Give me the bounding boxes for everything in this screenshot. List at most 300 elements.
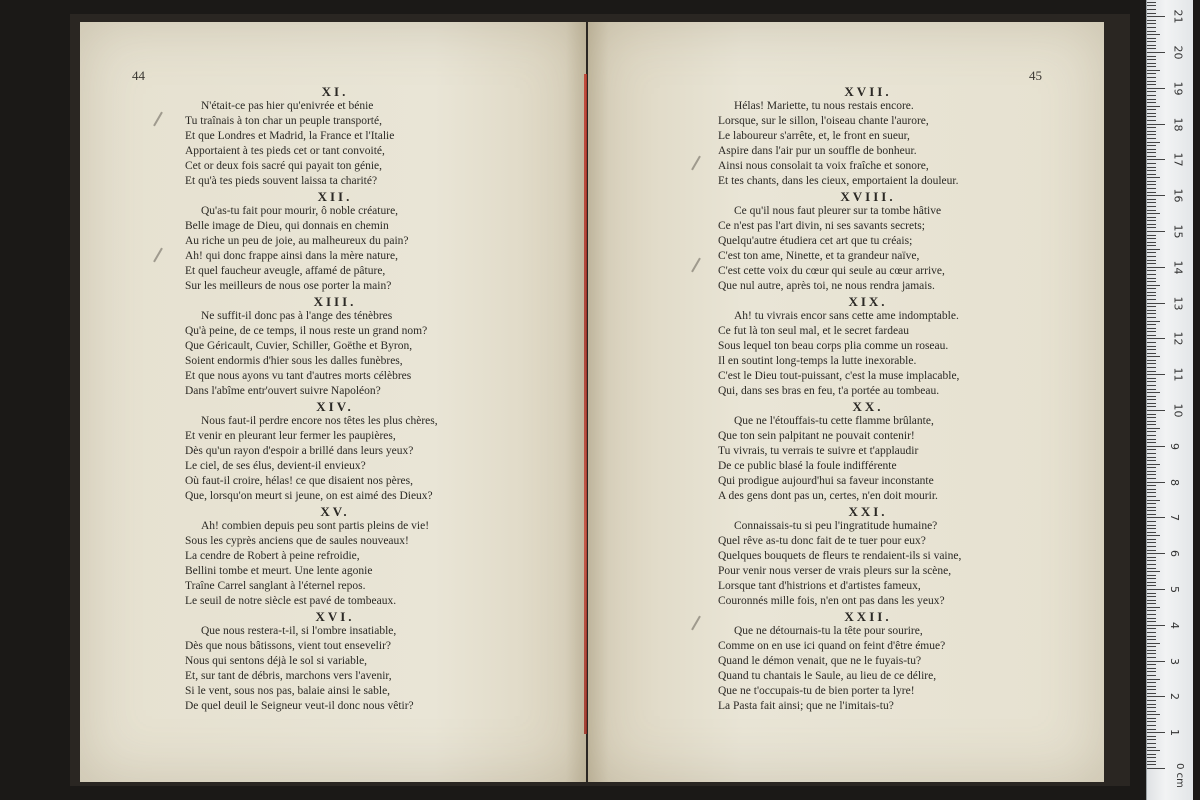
verse-line: Ce n'est pas l'art divin, ni ses savants secrets; <box>718 220 925 232</box>
verse-line: Hélas! Mariette, tu nous restais encore. <box>734 100 914 112</box>
ruler-tick <box>1147 285 1160 286</box>
ruler-tick <box>1147 546 1156 547</box>
ruler-tick <box>1147 217 1156 218</box>
ruler-tick <box>1147 510 1156 511</box>
ruler-tick <box>1147 249 1160 250</box>
ruler-number: 11 <box>1171 367 1185 382</box>
stanza-numeral: XI. <box>321 84 349 99</box>
ruler-tick <box>1147 206 1156 207</box>
ruler-tick <box>1147 657 1156 658</box>
ruler-tick <box>1147 113 1156 114</box>
ruler-tick <box>1147 585 1156 586</box>
verse-line: La Pasta fait ainsi; que ne l'imitais-tu? <box>718 700 894 712</box>
pencil-mark <box>153 248 163 263</box>
ruler-number: 8 <box>1168 478 1181 486</box>
verse-line: Qui prodigue aujourd'hui sa faveur inconstante <box>718 475 934 487</box>
ruler-tick <box>1147 23 1156 24</box>
ruler-number: 6 <box>1168 550 1181 558</box>
ruler-number: 5 <box>1168 586 1181 593</box>
verse-line: Et, sur tant de débris, marchons vers l'avenir, <box>185 670 392 682</box>
ruler-tick <box>1147 41 1156 42</box>
verse-line: Ce qu'il nous faut pleurer sur ta tombe hâtive <box>734 205 942 217</box>
ruler-tick <box>1147 324 1156 325</box>
ruler-tick <box>1147 503 1156 504</box>
ruler-tick <box>1147 231 1165 232</box>
ruler-number: 15 <box>1171 224 1185 239</box>
ruler-tick <box>1147 636 1156 637</box>
ruler-tick <box>1147 385 1156 386</box>
ruler-tick <box>1147 13 1156 14</box>
ruler-tick <box>1147 177 1160 178</box>
verse-line: Qui, dans ses bras en feu, t'a portée au tombeau. <box>718 385 940 397</box>
ruler-number: 4 <box>1168 621 1181 629</box>
ruler-tick <box>1147 152 1156 153</box>
ruler-tick <box>1147 610 1156 611</box>
ruler-tick <box>1147 34 1160 35</box>
ruler-tick <box>1147 274 1156 275</box>
ruler-tick <box>1147 263 1156 264</box>
ruler-tick <box>1147 757 1156 758</box>
ruler-tick <box>1147 560 1156 561</box>
verse-line: Et tes chants, dans les cieux, emportaient la douleur. <box>718 175 959 187</box>
ruler-tick <box>1147 38 1156 39</box>
ruler-tick <box>1147 295 1156 296</box>
ruler-tick <box>1147 496 1156 497</box>
ruler-tick <box>1147 439 1156 440</box>
ruler-tick <box>1147 360 1156 361</box>
stanza-numeral: XII. <box>317 189 353 204</box>
ruler-tick <box>1147 95 1156 96</box>
ruler-tick <box>1147 52 1165 53</box>
ruler-tick <box>1147 614 1156 615</box>
verse-line: De ce public blasé la foule indifférente <box>718 460 897 472</box>
ruler-tick <box>1147 102 1156 103</box>
verse-line: Et que Londres et Madrid, la France et l'Italie <box>185 130 395 142</box>
verse-line: Soient endormis d'hier sous les dalles funèbres, <box>185 355 403 367</box>
ruler-tick <box>1147 192 1156 193</box>
stanza-numeral: XXI. <box>848 504 888 519</box>
ruler-tick <box>1147 686 1156 687</box>
ruler-tick <box>1147 482 1165 483</box>
verse-line: Ah! qui donc frappe ainsi dans la mère nature, <box>185 250 398 262</box>
ruler-tick <box>1147 88 1165 89</box>
ruler-tick <box>1147 70 1160 71</box>
verse-line: Quel rêve as-tu donc fait de te tuer pour eux? <box>718 535 926 547</box>
ruler-tick <box>1147 593 1156 594</box>
ruler-tick <box>1147 99 1156 100</box>
verse-line: Couronnés mille fois, n'en ont pas dans les yeux? <box>718 595 945 607</box>
ruler-tick <box>1147 220 1156 221</box>
ruler-tick <box>1147 181 1156 182</box>
verse-line: Ah! combien depuis peu sont partis pleins de vie! <box>201 520 430 532</box>
ruler-tick <box>1147 167 1156 168</box>
red-binding-thread <box>584 74 587 734</box>
right-page <box>588 22 1104 782</box>
ruler-tick <box>1147 31 1156 32</box>
ruler-number: 18 <box>1171 117 1185 132</box>
verse-line: Ce fut là ton seul mal, et le secret fardeau <box>718 325 909 337</box>
ruler-tick <box>1147 227 1156 228</box>
ruler-tick <box>1147 414 1156 415</box>
ruler-tick <box>1147 696 1165 697</box>
ruler-tick <box>1147 131 1156 132</box>
ruler-tick <box>1147 199 1156 200</box>
right-poem-column <box>718 84 1018 714</box>
verse-line: Que nous restera-t-il, si l'ombre insatiable, <box>201 625 397 637</box>
ruler-tick <box>1147 478 1156 479</box>
page-number-left: 44 <box>132 68 145 83</box>
ruler-tick <box>1147 213 1160 214</box>
ruler-tick <box>1147 145 1156 146</box>
ruler-tick <box>1147 582 1156 583</box>
ruler-tick <box>1147 5 1156 6</box>
verse-line: Sous les cyprès anciens que de saules nouveaux! <box>185 535 409 547</box>
ruler-number: 17 <box>1171 152 1185 167</box>
ruler-tick <box>1147 138 1156 139</box>
verse-line: Cet or deux fois sacré qui payait ton génie, <box>185 160 383 172</box>
verse-line: Comme on en use ici quand on feint d'être émue? <box>718 640 946 652</box>
ruler-tick <box>1147 256 1156 257</box>
ruler-tick <box>1147 725 1156 726</box>
ruler-tick <box>1147 406 1156 407</box>
verse-line: Qu'as-tu fait pour mourir, ô noble créature, <box>201 205 399 217</box>
verse-line: Le laboureur s'arrête, et, le front en sueur, <box>718 130 910 142</box>
ruler-tick <box>1147 646 1156 647</box>
ruler-tick <box>1147 539 1156 540</box>
ruler-tick <box>1147 235 1156 236</box>
verse-line: Nous qui sentons déjà le sol si variable, <box>185 655 368 667</box>
stanza-numeral: XIX. <box>848 294 888 309</box>
ruler-number: 10 <box>1171 403 1185 418</box>
ruler-tick <box>1147 77 1156 78</box>
ruler-number: 9 <box>1168 442 1181 450</box>
ruler-tick <box>1147 700 1156 701</box>
ruler-tick <box>1147 242 1156 243</box>
verse-line: Quand tu chantais le Saule, au lieu de ce délire, <box>718 670 937 682</box>
ruler-tick <box>1147 245 1156 246</box>
ruler-tick <box>1147 517 1165 518</box>
ruler-tick <box>1147 632 1156 633</box>
ruler-tick <box>1147 578 1156 579</box>
verse-line: C'est ton ame, Ninette, et ta grandeur naïve, <box>718 250 920 262</box>
verse-line: Ainsi nous consolait ta voix fraîche et sonore, <box>718 160 929 172</box>
ruler-tick <box>1147 202 1156 203</box>
verse-line: Que ne détournais-tu la tête pour sourire, <box>734 625 923 637</box>
ruler-tick <box>1147 124 1165 125</box>
ruler-tick <box>1147 306 1156 307</box>
ruler-tick <box>1147 575 1156 576</box>
ruler-tick <box>1147 63 1156 64</box>
ruler-tick <box>1147 210 1156 211</box>
ruler-tick <box>1147 568 1156 569</box>
ruler-tick <box>1147 564 1156 565</box>
ruler-tick <box>1147 550 1156 551</box>
ruler-tick <box>1147 704 1156 705</box>
ruler-tick <box>1147 59 1156 60</box>
ruler-unit-label: 0 cm <box>1173 763 1185 788</box>
ruler-tick <box>1147 671 1156 672</box>
ruler-tick <box>1147 292 1156 293</box>
verse-line: Que nul autre, après toi, ne nous rendra jamais. <box>718 280 935 292</box>
ruler-tick <box>1147 442 1156 443</box>
stanza-numeral: XIV. <box>316 399 354 414</box>
ruler-tick <box>1147 81 1156 82</box>
ruler-tick <box>1147 389 1156 390</box>
verse-line: Et quel faucheur aveugle, affamé de pâture, <box>185 265 386 277</box>
stanza-numeral: XIII. <box>313 294 357 309</box>
ruler-tick <box>1147 310 1156 311</box>
verse-line: Ah! tu vivrais encor sans cette ame indomptable. <box>734 310 959 322</box>
ruler-tick <box>1147 607 1160 608</box>
verse-line: Bellini tombe et meurt. Une lente agonie <box>185 565 373 577</box>
stanza-numeral: XVIII. <box>840 189 896 204</box>
ruler-tick <box>1147 557 1156 558</box>
verse-line: Apportaient à tes pieds cet or tant convoité, <box>185 145 385 157</box>
verse-line: Dès que nous bâtissons, vient tout ensevelir? <box>185 640 392 652</box>
ruler-tick <box>1147 653 1156 654</box>
ruler-tick <box>1147 349 1156 350</box>
verse-line: Il en soutint long-temps la lutte inexorable. <box>718 355 917 367</box>
ruler-tick <box>1147 596 1156 597</box>
verse-line: Pour venir nous verser de vrais pleurs sur la scène, <box>718 565 952 577</box>
ruler-tick <box>1147 20 1156 21</box>
ruler-tick <box>1147 410 1165 411</box>
ruler-tick <box>1147 668 1156 669</box>
left-poem-column <box>185 84 485 714</box>
ruler-tick <box>1147 675 1156 676</box>
verse-line: Et que nous ayons vu tant d'autres morts célèbres <box>185 370 412 382</box>
ruler-tick <box>1147 403 1156 404</box>
ruler-number: 3 <box>1168 657 1181 665</box>
ruler-tick <box>1147 281 1156 282</box>
ruler-tick <box>1147 313 1156 314</box>
ruler-tick <box>1147 707 1156 708</box>
ruler-tick <box>1147 471 1156 472</box>
ruler-tick <box>1147 603 1156 604</box>
ruler-tick <box>1147 460 1156 461</box>
ruler-tick <box>1147 149 1156 150</box>
ruler-number: 19 <box>1171 81 1185 96</box>
ruler-tick <box>1147 299 1156 300</box>
ruler-tick <box>1147 363 1156 364</box>
ruler-tick <box>1147 625 1165 626</box>
ruler-tick <box>1147 224 1156 225</box>
ruler-tick <box>1147 600 1156 601</box>
stanza-numeral: XV. <box>320 504 350 519</box>
verse-line: Dans l'abîme entr'ouvert suivre Napoléon? <box>185 385 381 397</box>
ruler-tick <box>1147 174 1156 175</box>
pencil-mark <box>153 112 163 127</box>
ruler-tick <box>1147 474 1156 475</box>
ruler-tick <box>1147 628 1156 629</box>
stanza-numeral: XXII. <box>844 609 892 624</box>
ruler-tick <box>1147 346 1156 347</box>
ruler-tick <box>1147 120 1156 121</box>
ruler-tick <box>1147 378 1156 379</box>
ruler-tick <box>1147 639 1156 640</box>
ruler-tick <box>1147 500 1160 501</box>
ruler-tick <box>1147 428 1160 429</box>
verse-line: Si le vent, sous nos pas, balaie ainsi le sable, <box>185 685 391 697</box>
verse-line: Tu traînais à ton char un peuple transporté, <box>185 115 382 127</box>
ruler-tick <box>1147 424 1156 425</box>
ruler-tick <box>1147 525 1156 526</box>
ruler-tick <box>1147 485 1156 486</box>
ruler-tick <box>1147 507 1156 508</box>
verse-line: Nous faut-il perdre encore nos têtes les plus chères, <box>201 415 438 427</box>
ruler-tick <box>1147 750 1160 751</box>
ruler-tick <box>1147 693 1156 694</box>
left-page <box>80 22 586 782</box>
ruler-tick <box>1147 535 1160 536</box>
ruler-tick <box>1147 431 1156 432</box>
ruler-tick <box>1147 184 1156 185</box>
ruler-tick <box>1147 532 1156 533</box>
verse-line: Que ne t'occupais-tu de bien porter ta lyre! <box>718 685 915 697</box>
ruler-tick <box>1147 521 1156 522</box>
ruler-tick <box>1147 9 1156 10</box>
ruler-tick <box>1147 743 1156 744</box>
ruler-tick <box>1147 457 1156 458</box>
verse-line: Quand le démon venait, que ne le fuyais-tu? <box>718 655 922 667</box>
verse-line: A des gens dont pas un, certes, n'en doit mourir. <box>718 490 938 502</box>
verse-line: Quelques bouquets de fleurs te rendaient-ils si vaine, <box>718 550 962 562</box>
ruler-tick <box>1147 2 1156 3</box>
ruler-number: 21 <box>1171 9 1185 24</box>
ruler-tick <box>1147 134 1156 135</box>
ruler-number: 13 <box>1171 296 1185 311</box>
ruler-tick <box>1147 679 1160 680</box>
ruler-tick <box>1147 768 1165 769</box>
verse-line: Où faut-il croire, hélas! ce que disaient nos pères, <box>185 475 413 487</box>
ruler-tick <box>1147 396 1156 397</box>
ruler-tick <box>1147 682 1156 683</box>
ruler-tick <box>1147 729 1156 730</box>
ruler-tick <box>1147 331 1156 332</box>
ruler-tick <box>1147 159 1165 160</box>
verse-line: Au riche un peu de joie, au malheureux du pain? <box>185 235 409 247</box>
ruler-tick <box>1147 338 1165 339</box>
verse-line: Dès qu'un rayon d'espoir a brillé dans leurs yeux? <box>185 445 414 457</box>
ruler-tick <box>1147 353 1156 354</box>
verse-line: Lorsque tant d'histrions et d'artistes fameux, <box>718 580 921 592</box>
ruler-tick <box>1147 238 1156 239</box>
ruler-tick <box>1147 342 1156 343</box>
verse-line: De quel deuil le Seigneur veut-il donc nous vêtir? <box>185 700 414 712</box>
verse-line: Qu'à peine, de ce temps, il nous reste un grand nom? <box>185 325 428 337</box>
ruler-tick <box>1147 714 1160 715</box>
ruler-tick <box>1147 156 1156 157</box>
ruler-tick <box>1147 664 1156 665</box>
verse-line: Ne suffit-il donc pas à l'ange des ténèbres <box>201 310 393 322</box>
ruler-tick <box>1147 446 1165 447</box>
ruler-tick <box>1147 127 1156 128</box>
ruler-tick <box>1147 45 1156 46</box>
verse-line: C'est cette voix du cœur qui seule au cœur arrive, <box>718 265 945 277</box>
verse-line: Sur les meilleurs de nous ose porter la main? <box>185 280 392 292</box>
verse-line: Tu vivrais, tu verrais te suivre et t'applaudir <box>718 445 919 457</box>
ruler-tick <box>1147 335 1156 336</box>
verse-line: C'est le Dieu tout-puissant, c'est la muse implacable, <box>718 370 960 382</box>
ruler-tick <box>1147 650 1156 651</box>
pencil-mark <box>691 616 701 631</box>
ruler-tick <box>1147 142 1160 143</box>
page-number-right: 45 <box>1029 68 1042 83</box>
ruler-tick <box>1147 661 1165 662</box>
ruler-tick <box>1147 188 1156 189</box>
ruler-tick <box>1147 170 1156 171</box>
ruler-tick <box>1147 260 1156 261</box>
verse-line: N'était-ce pas hier qu'enivrée et bénie <box>201 100 374 112</box>
ruler-tick <box>1147 618 1156 619</box>
ruler-tick <box>1147 399 1156 400</box>
ruler-tick <box>1147 267 1165 268</box>
ruler-tick <box>1147 106 1160 107</box>
ruler-tick <box>1147 195 1165 196</box>
ruler-tick <box>1147 66 1156 67</box>
ruler-tick <box>1147 718 1156 719</box>
verse-line: Traîne Carrel sanglant à l'éternel repos. <box>185 580 366 592</box>
ruler-tick <box>1147 252 1156 253</box>
verse-line: Lorsque, sur le sillon, l'oiseau chante l'aurore, <box>718 115 929 127</box>
ruler-tick <box>1147 371 1156 372</box>
verse-line: Et qu'à tes pieds souvent laissa ta charité? <box>185 175 378 187</box>
ruler-tick <box>1147 492 1156 493</box>
ruler-number: 1 <box>1168 729 1181 737</box>
verse-line: Aspire dans l'air pur un souffle de bonheur. <box>718 145 917 157</box>
verse-line: Le seuil de notre siècle est pavé de tombeaux. <box>185 595 397 607</box>
ruler-tick <box>1147 303 1165 304</box>
ruler-tick <box>1147 48 1156 49</box>
ruler-tick <box>1147 739 1156 740</box>
ruler-tick <box>1147 571 1160 572</box>
verse-line: La cendre de Robert à peine refroidie, <box>185 550 360 562</box>
verse-line: Quelqu'autre étudiera cet art que tu créais; <box>718 235 913 247</box>
verse-line: Que Géricault, Cuvier, Schiller, Goëthe et Byron, <box>185 340 413 352</box>
ruler-tick <box>1147 643 1160 644</box>
ruler-tick <box>1147 761 1156 762</box>
ruler-number: 7 <box>1168 514 1181 522</box>
ruler-number: 2 <box>1168 693 1181 701</box>
ruler-tick <box>1147 732 1165 733</box>
verse-line: Connaissais-tu si peu l'ingratitude humaine? <box>734 520 938 532</box>
verse-line: Que, lorsqu'on meurt si jeune, on est aimé des Dieux? <box>185 490 433 502</box>
stanza-numeral: XVI. <box>315 609 355 624</box>
ruler-tick <box>1147 736 1156 737</box>
ruler-number: 20 <box>1171 45 1185 60</box>
ruler-tick <box>1147 392 1160 393</box>
ruler-tick <box>1147 467 1156 468</box>
ruler-tick <box>1147 754 1156 755</box>
verse-line: Sous lequel ton beau corps plia comme un roseau. <box>718 340 949 352</box>
stanza-numeral: XX. <box>852 399 884 414</box>
verse-line: Le ciel, de ses élus, devient-il envieux? <box>185 460 366 472</box>
ruler-tick <box>1147 553 1165 554</box>
ruler-tick <box>1147 689 1156 690</box>
ruler-tick <box>1147 374 1165 375</box>
ruler-tick <box>1147 589 1165 590</box>
ruler-tick <box>1147 163 1156 164</box>
ruler-tick <box>1147 84 1156 85</box>
ruler-number: 14 <box>1171 260 1185 275</box>
ruler-tick <box>1147 381 1156 382</box>
ruler-tick <box>1147 27 1156 28</box>
verse-line: Belle image de Dieu, qui donnais en chemin <box>185 220 389 232</box>
stanza-numeral: XVII. <box>844 84 892 99</box>
ruler-tick <box>1147 73 1156 74</box>
ruler-tick <box>1147 16 1165 17</box>
ruler-tick <box>1147 109 1156 110</box>
